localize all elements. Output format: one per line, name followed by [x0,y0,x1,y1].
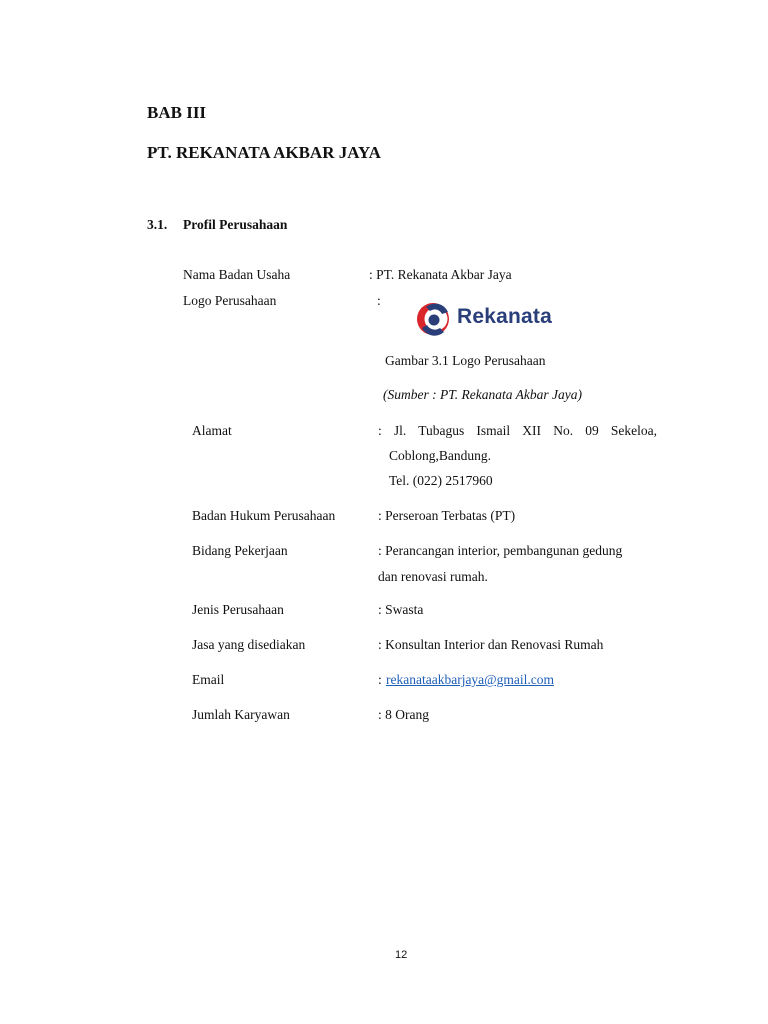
logo-label: Logo Perusahaan [183,293,277,308]
services-value: : Konsultan Interior dan Renovasi Rumah [378,637,604,652]
page-number: 12 [395,949,408,961]
field-line2: dan renovasi rumah. [378,569,488,584]
employees-label: Jumlah Karyawan [192,707,290,722]
section-title: Profil Perusahaan [183,217,288,232]
address-line1: : Jl. Tubagus Ismail XII No. 09 Sekeloa, [378,423,657,438]
legal-value: : Perseroan Terbatas (PT) [378,508,516,523]
figure-source: (Sumber : PT. Rekanata Akbar Jaya) [383,387,582,402]
name-label: Nama Badan Usaha [183,267,291,282]
logo-wordmark: Rekanata [457,305,552,328]
address-label: Alamat [192,423,232,438]
legal-label: Badan Hukum Perusahaan [192,508,336,523]
address-phone: Tel. (022) 2517960 [389,473,493,488]
address-line2: Coblong,Bandung. [389,448,492,463]
company-logo [414,298,566,338]
rekanata-logo-icon [414,298,454,338]
email-colon: : [378,672,382,687]
logo-colon: : [377,293,381,308]
figure-caption: Gambar 3.1 Logo Perusahaan [385,353,546,368]
type-label: Jenis Perusahaan [192,602,284,617]
employees-value: : 8 Orang [378,707,429,722]
services-label: Jasa yang disediakan [192,637,306,652]
email-link[interactable]: rekanataakbarjaya@gmail.com [386,672,554,687]
section-number: 3.1. [147,217,168,232]
company-heading: PT. REKANATA AKBAR JAYA [147,143,381,162]
name-value: : PT. Rekanata Akbar Jaya [369,267,512,282]
field-line1: : Perancangan interior, pembangunan gedung [378,543,623,558]
chapter-heading: BAB III [147,103,207,122]
email-label: Email [192,672,225,687]
field-label: Bidang Pekerjaan [192,543,288,558]
type-value: : Swasta [378,602,424,617]
